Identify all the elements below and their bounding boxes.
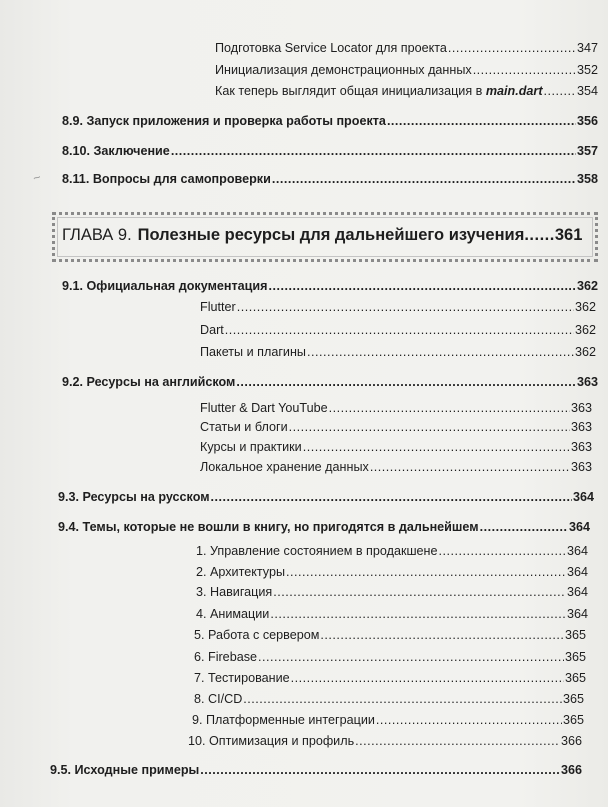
dot-leader — [544, 84, 576, 98]
entry-title: Пакеты и плагины — [200, 345, 306, 359]
entry-title: Инициализация демонстрационных данных — [215, 63, 472, 77]
toc-entry — [200, 300, 596, 314]
toc-entry — [200, 401, 592, 415]
toc-entry — [194, 692, 584, 706]
dot-leader — [439, 544, 566, 558]
toc-entry — [194, 628, 586, 642]
entry-title: 4. Анимации — [196, 607, 270, 621]
dot-leader — [289, 420, 570, 434]
dot-leader — [270, 607, 566, 621]
toc-entry — [196, 544, 588, 558]
page-number: 363 — [570, 460, 592, 474]
toc-entry — [215, 63, 598, 77]
page-number: 362 — [574, 345, 596, 359]
toc-entry — [200, 460, 592, 474]
dot-leader — [370, 460, 570, 474]
dot-leader — [225, 323, 574, 337]
entry-title: Локальное хранение данных — [200, 460, 369, 474]
toc-entry — [200, 345, 596, 359]
dot-leader — [480, 520, 568, 534]
entry-title: 2. Архитектуры — [196, 565, 285, 579]
dot-leader — [243, 692, 562, 706]
section-title: 9.1. Официальная документация — [62, 279, 268, 293]
page-number: 347 — [576, 41, 598, 55]
page-number: 357 — [576, 144, 598, 158]
dot-leader — [273, 585, 566, 599]
dot-leader: ...... — [524, 226, 555, 244]
toc-entry — [200, 420, 592, 434]
page-number: 363 — [570, 420, 592, 434]
toc-entry — [196, 585, 588, 599]
page-number: 365 — [564, 671, 586, 685]
dot-leader — [236, 375, 576, 389]
toc-section — [58, 490, 594, 504]
page-number: 366 — [560, 734, 582, 748]
toc-entry — [192, 713, 584, 727]
page-number: 362 — [574, 300, 596, 314]
entry-title: Dart — [200, 323, 224, 337]
toc-entry — [196, 607, 588, 621]
section-title: 9.5. Исходные примеры — [50, 763, 200, 777]
entry-title: 3. Навигация — [196, 585, 273, 599]
entry-title: Статьи и блоги — [200, 420, 288, 434]
dot-leader — [211, 490, 572, 504]
dot-leader — [200, 763, 560, 777]
page-number: 363 — [570, 401, 592, 415]
toc-section — [62, 279, 598, 293]
entry-title — [215, 84, 543, 98]
page-number: 363 — [576, 375, 598, 389]
pencil-mark: ~ — [30, 169, 43, 186]
dot-leader — [320, 628, 564, 642]
toc-section — [62, 114, 598, 128]
entry-title: Подготовка Service Locator для проекта — [215, 41, 447, 55]
page-number: 361 — [554, 226, 583, 244]
dot-leader — [269, 279, 576, 293]
toc-section — [62, 172, 598, 186]
page-number: 364 — [572, 490, 594, 504]
page-number: 364 — [566, 607, 588, 621]
dot-leader — [387, 114, 576, 128]
page-number: 354 — [576, 84, 598, 98]
dot-leader — [258, 650, 564, 664]
toc-entry — [200, 440, 592, 454]
dot-leader — [303, 440, 570, 454]
chapter-heading — [62, 226, 582, 245]
chapter-title: Полезные ресурсы для дальнейшего изучения — [137, 226, 525, 244]
section-title: 8.9. Запуск приложения и проверка работы проекта — [62, 114, 386, 128]
page-number: 352 — [576, 63, 598, 77]
toc-section — [50, 763, 582, 777]
toc-section — [62, 144, 598, 158]
entry-title: 5. Работа с сервером — [194, 628, 320, 642]
section-title: 9.2. Ресурсы на английском — [62, 375, 236, 389]
page-number: 362 — [576, 279, 598, 293]
page-number: 365 — [562, 692, 584, 706]
entry-title: 7. Тестирование — [194, 671, 290, 685]
page-number: 365 — [562, 713, 584, 727]
dot-leader — [291, 671, 564, 685]
section-title: 9.3. Ресурсы на русском — [58, 490, 210, 504]
dot-leader — [286, 565, 566, 579]
page-number: 364 — [566, 565, 588, 579]
page-number: 356 — [576, 114, 598, 128]
entry-title: 9. Платформенные интеграции — [192, 713, 375, 727]
toc-entry — [196, 565, 588, 579]
entry-title: Курсы и практики — [200, 440, 302, 454]
section-title: 9.4. Темы, которые не вошли в книгу, но пригодятся в дальнейшем — [58, 520, 479, 534]
section-title: 8.10. Заключение — [62, 144, 170, 158]
section-title: 8.11. Вопросы для самопроверки — [62, 172, 271, 186]
entry-title: 8. CI/CD — [194, 692, 243, 706]
dot-leader — [448, 41, 576, 55]
page-number: 363 — [570, 440, 592, 454]
dot-leader — [355, 734, 560, 748]
dot-leader — [307, 345, 574, 359]
chapter-number: ГЛАВА 9. — [62, 226, 132, 244]
entry-title: 6. Firebase — [194, 650, 257, 664]
entry-title: 10. Оптимизация и профиль — [188, 734, 355, 748]
entry-title: 1. Управление состоянием в продакшене — [196, 544, 438, 558]
entry-title-prefix: Как теперь выглядит общая инициализация в — [215, 84, 486, 98]
toc-entry — [215, 84, 598, 98]
toc-entry — [215, 41, 598, 55]
toc-entry — [188, 734, 582, 748]
toc-section — [58, 520, 590, 534]
dot-leader — [171, 144, 576, 158]
entry-title: Flutter — [200, 300, 236, 314]
page-number: 365 — [564, 650, 586, 664]
page-number: 366 — [560, 763, 582, 777]
entry-title: Flutter & Dart YouTube — [200, 401, 328, 415]
dot-leader — [376, 713, 562, 727]
dot-leader — [272, 172, 576, 186]
toc-entry — [194, 671, 586, 685]
page-number: 364 — [568, 520, 590, 534]
dot-leader — [237, 300, 574, 314]
page-number: 358 — [576, 172, 598, 186]
entry-title-code: main.dart — [485, 84, 543, 98]
page-number: 365 — [564, 628, 586, 642]
dot-leader — [473, 63, 576, 77]
toc-section — [62, 375, 598, 389]
dot-leader — [329, 401, 570, 415]
page-number: 364 — [566, 585, 588, 599]
page-number: 364 — [566, 544, 588, 558]
page-number: 362 — [574, 323, 596, 337]
toc-entry — [194, 650, 586, 664]
toc-entry — [200, 323, 596, 337]
